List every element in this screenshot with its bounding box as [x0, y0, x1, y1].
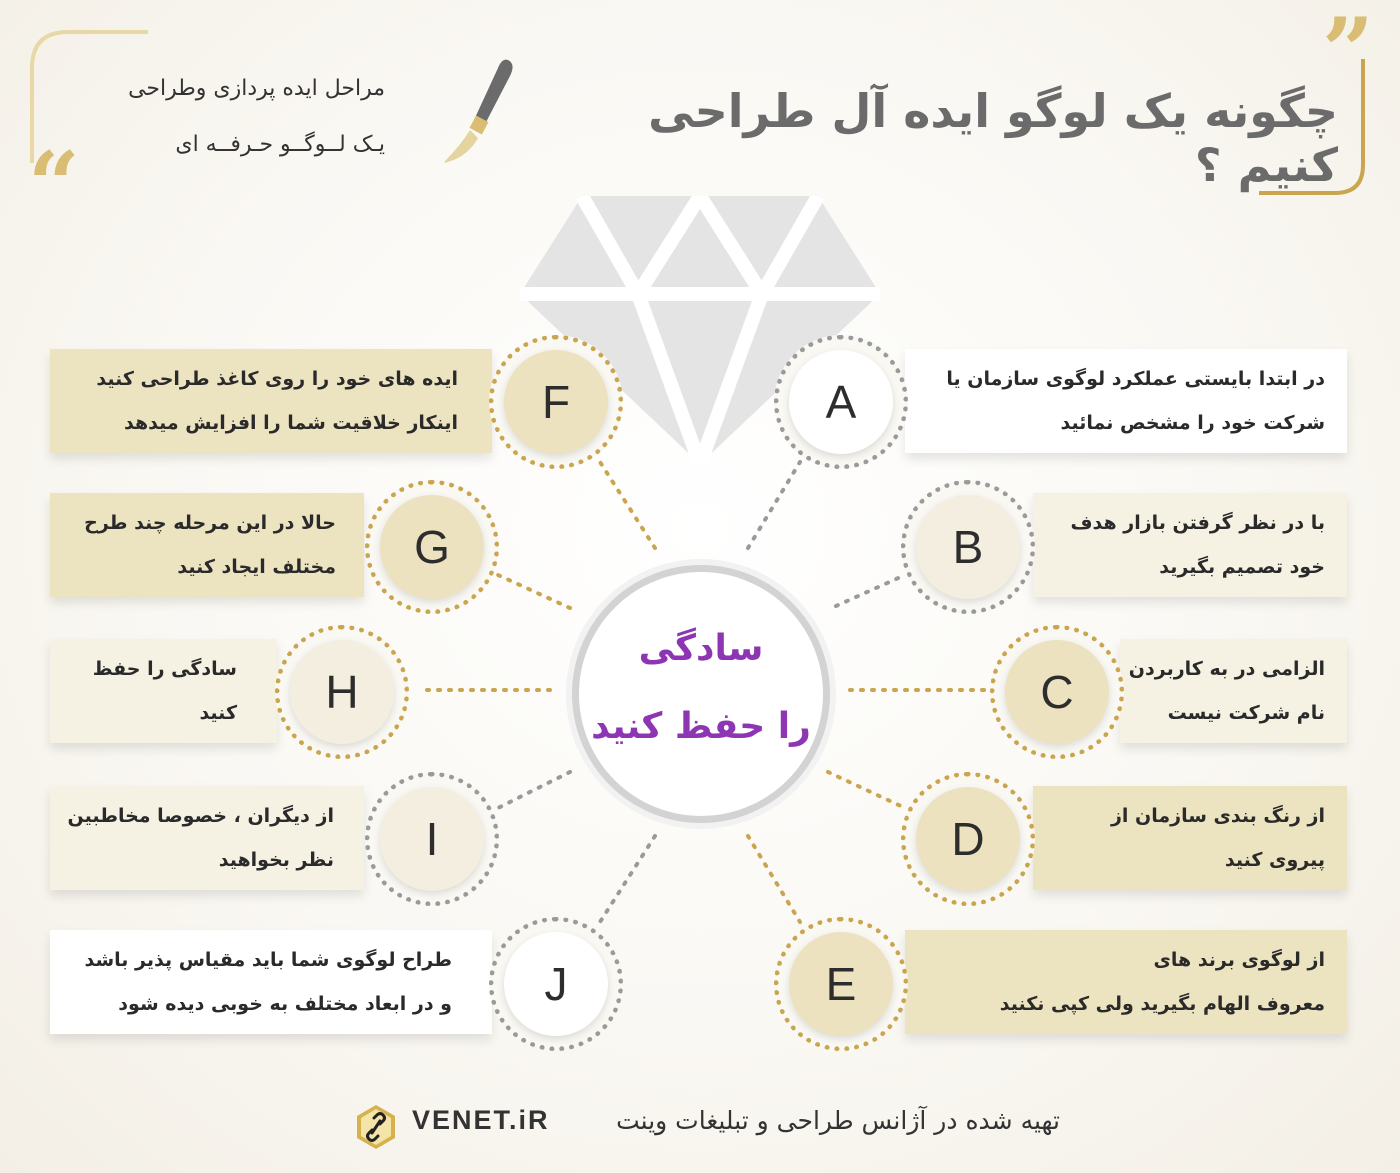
step-g-text-line-1: حالا در این مرحله چند طرح: [84, 512, 336, 534]
step-a-text-line-1: در ابتدا بایستی عملکرد لوگوی سازمان یا: [946, 368, 1325, 390]
step-c-badge: C: [1005, 640, 1109, 744]
link-logo-icon: [355, 1104, 397, 1150]
step-a-card: [905, 349, 1347, 453]
step-g-card: [50, 493, 364, 597]
footer-credit: تهیه شده در آژانس طراحی و تبلیغات وینت: [616, 1106, 1060, 1135]
center-text-line-1: سادگی: [638, 628, 764, 669]
center-circle: [572, 565, 830, 823]
step-b-card: [1033, 493, 1347, 597]
step-e-badge: E: [789, 932, 893, 1036]
step-g-badge: G: [380, 495, 484, 599]
step-b-badge: B: [916, 495, 1020, 599]
page-title: چگونه یک لوگو ایده آل طراحی کنیم ؟: [648, 84, 1338, 192]
step-i-text-line-1: از دیگران ، خصوصا مخاطبین: [67, 805, 334, 827]
subtitle-line-1: مراحل ایده پردازی وطراحی: [128, 76, 385, 101]
step-i-card: [50, 786, 364, 890]
step-h-text-line-2: کنید: [199, 702, 237, 724]
step-b-text-line-1: با در نظر گرفتن بازار هدف: [1070, 512, 1325, 534]
step-g-text-line-2: مختلف ایجاد کنید: [177, 556, 336, 578]
step-d-text-line-1: از رنگ بندی سازمان از: [1110, 805, 1325, 827]
step-e-text-line-1: از لوگوی برند های: [1153, 949, 1325, 971]
step-a-text-line-2: شرکت خود را مشخص نمائید: [1060, 412, 1325, 434]
center-text-line-2: را حفظ کنید: [591, 706, 811, 747]
step-f-badge: F: [504, 350, 608, 454]
step-f-text-line-2: اینکار خلاقیت شما را افزایش میدهد: [124, 412, 458, 434]
step-e-card: [905, 930, 1347, 1034]
step-c-text-line-1: الزامی در به کاربردن: [1128, 658, 1325, 680]
step-d-text-line-2: پیروی کنید: [1224, 849, 1325, 871]
quote-mark-icon: “: [28, 132, 80, 238]
step-c-card: [1120, 639, 1347, 743]
quote-mark-icon: ”: [1322, 0, 1374, 104]
step-j-text-line-2: و در ابعاد مختلف به خوبی دیده شود: [118, 993, 452, 1015]
subtitle-line-2: یـک لــوگــو حـرفــه ای: [175, 132, 385, 157]
step-j-text-line-1: طراح لوگوی شما باید مقیاس پذیر باشد: [84, 949, 452, 971]
step-b-text-line-2: خود تصمیم بگیرید: [1159, 556, 1325, 578]
step-f-text-line-1: ایده های خود را روی کاغذ طراحی کنید: [96, 368, 458, 390]
step-d-badge: D: [916, 787, 1020, 891]
step-f-card: [50, 349, 492, 453]
step-j-card: [50, 930, 492, 1034]
step-c-text-line-2: نام شرکت نیست: [1167, 702, 1325, 724]
step-d-card: [1033, 786, 1347, 890]
step-h-badge: H: [290, 640, 394, 744]
footer-site-link[interactable]: VENET.iR: [412, 1105, 550, 1135]
step-h-card: [50, 639, 277, 743]
step-j-badge: J: [504, 932, 608, 1036]
step-a-badge: A: [789, 350, 893, 454]
step-i-text-line-2: نظر بخواهید: [218, 849, 334, 871]
step-e-text-line-2: معروف الهام بگیرید ولی کپی نکنید: [999, 993, 1325, 1015]
step-h-text-line-1: سادگی را حفظ: [92, 658, 237, 680]
step-i-badge: I: [380, 787, 484, 891]
